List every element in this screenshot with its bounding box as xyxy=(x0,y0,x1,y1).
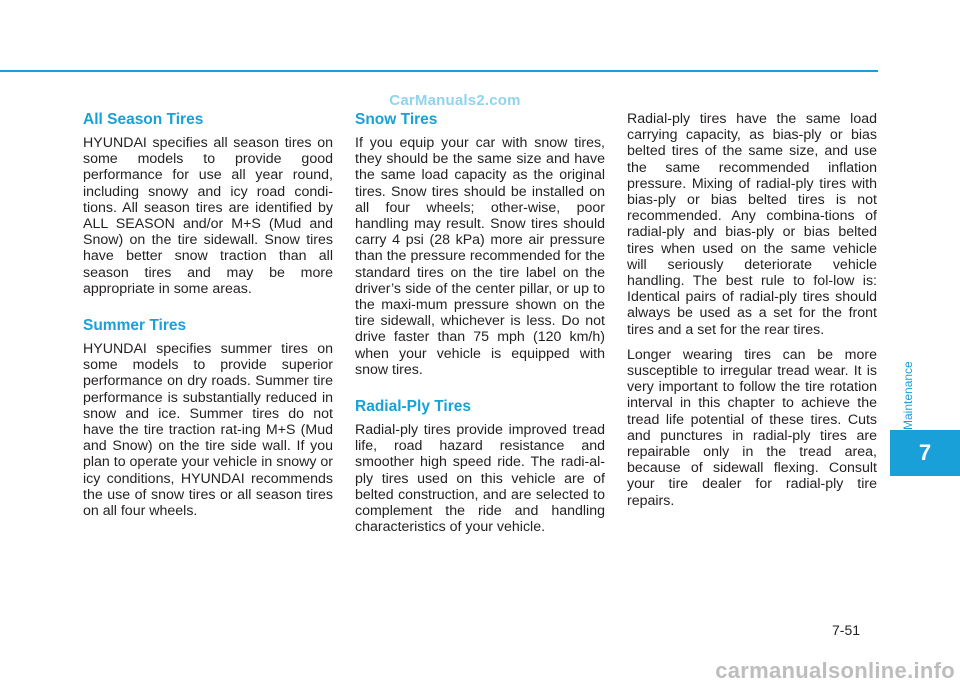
chapter-side-label: Maintenance xyxy=(901,361,915,430)
chapter-number: 7 xyxy=(918,440,932,465)
heading-radial-ply-tires: Radial-Ply Tires xyxy=(355,398,472,416)
paragraph-radial-1: Radial-ply tires provide improved tread life, road hazard resistance and smoother high speed ride. The radi-al-ply tires used on this vehicle are of belted construction, and are selected to complement the ride and handling characteristics of your vehicle. xyxy=(355,422,605,536)
header-rule xyxy=(0,70,878,72)
watermark-top: CarManuals2.com xyxy=(389,92,521,109)
heading-summer-tires: Summer Tires xyxy=(83,317,187,335)
heading-all-season-tires: All Season Tires xyxy=(83,111,204,128)
paragraph-snow-1: If you equip your car with snow tires, they should be the same size and have the same load capacity as the original tires. Snow tires should be installed on all four wheels; other-wise, poor handling may result. Snow tires should carry 4 psi (28 kPa) more air pressure than the pressure recommended for the standard tires on the tire label on the driver’s side of the center pillar, or up to the maxi-mum pressure shown on the tire sidewall, whichever is less. Do not drive faster than 75 mph (120 km/h) when your vehicle is equipped with snow tires. xyxy=(355,135,605,378)
chapter-tab xyxy=(890,430,960,476)
column-2 xyxy=(355,111,605,544)
paragraph-radial-3: Longer wearing tires can be more susceptible to irregular tread wear. It is very important to follow the tire rotation interval in this chapter to achieve the tread life potential of these tires. Cuts and punctures in radial-ply tires are repairable only in the tread area, because of sidewall flexing. Consult your tire dealer for radial-ply tire repairs. xyxy=(627,346,877,509)
paragraph-all-season-1: HYUNDAI specifies all season tires on some models to provide good performance for use all year round, including snowy and icy road condi-tions. All season tires are identified by ALL SEASON and/or M+S (Mud and Snow) on the tire sidewall. Snow tires have better snow traction than all season tires and may be more appropriate in some areas. xyxy=(83,135,333,297)
heading-snow-tires: Snow Tires xyxy=(355,111,438,128)
paragraph-summer-1: HYUNDAI specifies summer tires on some models to provide superior performance on dry roads. Summer tire performance is substantially reduced in snow and ice. Summer tires do not have the tire traction rat-ing M+S (Mud and Snow) on the tire side wall. If you plan to operate your vehicle in snowy or icy conditions, HYUNDAI recommends the use of snow tires or all season tires on all four wheels. xyxy=(83,341,333,520)
column-1 xyxy=(83,111,333,528)
watermark-bottom: carmanualsonline.info xyxy=(715,658,955,683)
paragraph-radial-2: Radial-ply tires have the same load carrying capacity, as bias-ply or bias belted tires of the same size, and use the same recommended inflation pressure. Mixing of radial-ply tires with bias-ply or bias belted tires is not recommended. Any combina-tions of radial-ply and bias-ply or bias belted tires when used on the same vehicle will seriously deteriorate vehicle handling. The best rule to fol-low is: Identical pairs of radial-ply tires should always be used as a set for the front tires and a set for the rear tires. xyxy=(627,111,877,338)
column-3 xyxy=(627,111,877,518)
page-number: 7-51 xyxy=(832,622,861,638)
